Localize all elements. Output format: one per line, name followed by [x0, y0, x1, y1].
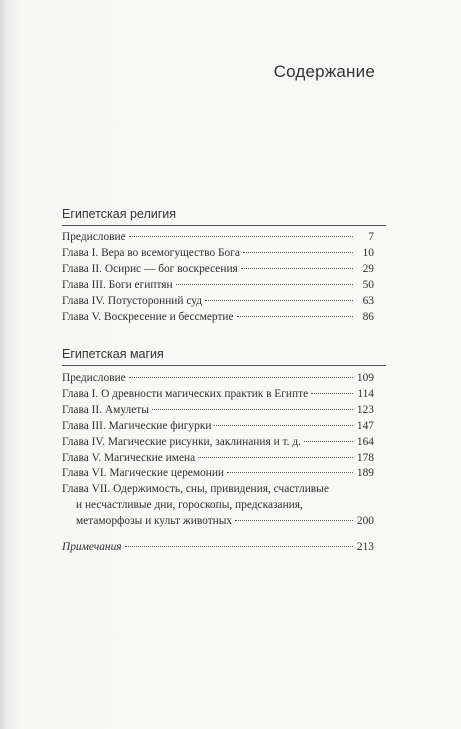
dot-leader: [241, 268, 353, 269]
toc-entry-page: 86: [362, 310, 374, 323]
toc-entry-page: 189: [356, 467, 374, 480]
toc-entry[interactable]: [62, 387, 374, 403]
dot-leader: [235, 520, 353, 521]
toc-entry-page: 147: [356, 419, 374, 432]
toc-entry-page: 10: [362, 246, 374, 259]
toc-entry-label: Глава I. О древности магических практик в Египте: [62, 387, 309, 400]
dot-leader: [311, 393, 353, 394]
section-heading-religion: Египетская религия: [62, 207, 177, 221]
toc-list-magic: [62, 371, 374, 556]
toc-entry-label: Глава III. Магические фигурки: [62, 419, 212, 432]
toc-entry-notes[interactable]: [62, 540, 374, 556]
toc-entry[interactable]: [62, 451, 374, 467]
toc-entry[interactable]: [62, 262, 374, 278]
toc-entry-label: Глава I. Вера во всемогущество Бога: [62, 246, 240, 259]
toc-entry-page: 123: [356, 403, 374, 416]
dot-leader: [227, 472, 353, 473]
toc-entry-page: 200: [356, 515, 374, 528]
toc-entry-label: Глава IV. Потусторонний суд: [62, 294, 203, 307]
toc-entry-label: Глава VII. Одержимость, сны, привидения, счастливые: [62, 483, 329, 496]
section-divider: [62, 225, 386, 226]
toc-entry[interactable]: [62, 278, 374, 294]
toc-entry-label: Предисловие: [62, 231, 126, 243]
toc-entry-label: Глава V. Воскресение и бессмертие: [62, 310, 234, 323]
section-divider: [62, 365, 386, 366]
dot-leader: [129, 236, 353, 237]
dot-leader: [304, 441, 353, 442]
toc-entry[interactable]: [62, 466, 374, 482]
toc-entry-label: Примечания: [62, 541, 122, 554]
toc-entry-multiline[interactable]: [62, 482, 374, 530]
toc-entry[interactable]: [62, 371, 374, 387]
toc-entry[interactable]: [62, 294, 374, 310]
toc-entry[interactable]: [62, 246, 374, 262]
dot-leader: [205, 300, 353, 301]
toc-list-religion: [62, 230, 374, 325]
toc-entry-page: 109: [356, 372, 374, 384]
toc-entry-page: 178: [356, 451, 374, 464]
toc-entry-label: Глава IV. Магические рисунки, заклинания и т. д.: [62, 435, 301, 448]
toc-entry-page: 63: [362, 294, 374, 307]
toc-entry-page: 29: [362, 262, 374, 275]
toc-entry-page: 7: [368, 231, 374, 243]
dot-leader: [152, 409, 353, 410]
toc-entry-page: 164: [356, 435, 374, 448]
dot-leader: [237, 316, 353, 317]
toc-entry-label: Предисловие: [62, 372, 126, 384]
toc-entry[interactable]: [62, 403, 374, 419]
toc-entry-page: 114: [357, 387, 374, 400]
toc-entry[interactable]: [62, 230, 374, 246]
toc-entry-label-continuation: метаморфозы и культ животных: [76, 515, 233, 528]
dot-leader: [214, 425, 353, 426]
toc-entry-label: Глава II. Амулеты: [62, 403, 149, 416]
toc-entry-label: Глава V. Магические имена: [62, 451, 196, 464]
toc-entry-label: Глава III. Боги египтян: [62, 278, 173, 291]
page-title: Содержание: [273, 62, 375, 81]
dot-leader: [198, 457, 353, 458]
toc-entry[interactable]: [62, 419, 374, 435]
toc-entry-label-continuation: и несчастливые дни, гороскопы, предсказания,: [76, 499, 303, 512]
section-heading-magic: Египетская магия: [62, 347, 164, 361]
dot-leader: [129, 377, 353, 378]
toc-entry-page: 50: [362, 278, 374, 291]
dot-leader: [176, 284, 353, 285]
toc-entry-label: Глава II. Осирис — бог воскресения: [62, 262, 238, 275]
toc-entry[interactable]: [62, 310, 374, 326]
toc-entry-last-line: [62, 514, 374, 530]
toc-entry-label: Глава VI. Магические церемонии: [62, 467, 225, 480]
dot-leader: [125, 546, 353, 547]
toc-entry[interactable]: [62, 435, 374, 451]
toc-entry-page: 213: [356, 541, 374, 554]
dot-leader: [243, 252, 353, 253]
